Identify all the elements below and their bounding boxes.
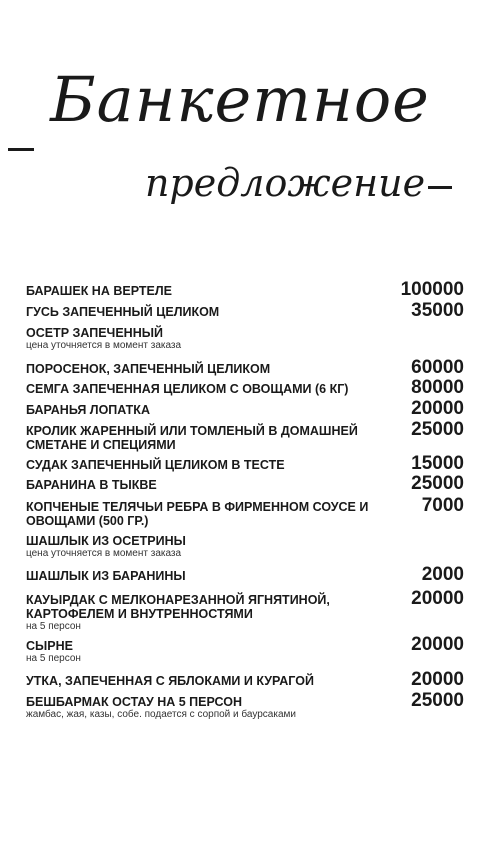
dish-name: ОСЕТР ЗАПЕЧЕННЫЙ	[26, 326, 163, 340]
menu-item	[26, 326, 464, 351]
menu-item	[26, 588, 464, 632]
menu-item	[26, 453, 464, 474]
dish-name: УТКА, ЗАПЕЧЕННАЯ С ЯБЛОКАМИ И КУРАГОЙ	[26, 674, 314, 688]
title-dash-left	[8, 148, 34, 151]
dish-name: СУДАК ЗАПЕЧЕННЫЙ ЦЕЛИКОМ В ТЕСТЕ	[26, 458, 285, 472]
dish-price: 15000	[411, 453, 464, 474]
dish-name: КОПЧЕНЫЕ ТЕЛЯЧЬИ РЕБРА В ФИРМЕННОМ СОУСЕ И ОВОЩАМИ (500 ГР.)	[26, 500, 369, 528]
menu-item	[26, 398, 464, 419]
dish-note: жамбас, жая, казы, собе. подается с сорпой и баурсаками	[26, 709, 296, 720]
dish-price: 7000	[421, 495, 464, 516]
menu-header	[0, 0, 480, 250]
menu-title: Банкетное	[50, 63, 430, 136]
menu-item	[26, 473, 464, 494]
dish-price: 100000	[400, 279, 464, 300]
dish-name: БЕШБАРМАК ОСТАУ НА 5 ПЕРСОН	[26, 695, 242, 709]
title-dash-right	[428, 186, 452, 189]
menu-item	[26, 634, 464, 664]
dish-price: 80000	[411, 377, 464, 398]
dish-price: 60000	[411, 357, 464, 378]
dish-name: СЫРНЕ	[26, 639, 73, 653]
menu-item	[26, 377, 464, 398]
dish-price: 2000	[421, 564, 464, 585]
dish-price: 25000	[411, 473, 464, 494]
menu-item	[26, 495, 464, 528]
dish-name: ШАШЛЫК ИЗ ОСЕТРИНЫ	[26, 534, 186, 548]
menu-item	[26, 300, 464, 321]
dish-price: 25000	[411, 690, 464, 711]
dish-name: БАРАШЕК НА ВЕРТЕЛЕ	[26, 284, 172, 298]
dish-price: 35000	[411, 300, 464, 321]
menu-item	[26, 534, 464, 559]
dish-price: 20000	[411, 588, 464, 609]
dish-note: на 5 персон	[26, 621, 81, 632]
menu-item	[26, 564, 464, 585]
dish-name: ПОРОСЕНОК, ЗАПЕЧЕННЫЙ ЦЕЛИКОМ	[26, 362, 271, 376]
dish-name: СЕМГА ЗАПЕЧЕННАЯ ЦЕЛИКОМ С ОВОЩАМИ (6 КГ)	[26, 382, 349, 396]
dish-price: 20000	[411, 669, 464, 690]
menu-item	[26, 419, 464, 452]
dish-note: цена уточняется в момент заказа	[26, 340, 182, 351]
dish-name: БАРАНЬЯ ЛОПАТКА	[26, 403, 150, 417]
dish-name: КРОЛИК ЖАРЕННЫЙ ИЛИ ТОМЛЕНЫЙ В ДОМАШНЕЙ СМЕТАНЕ И СПЕЦИЯМИ	[26, 424, 358, 452]
dish-name: КАУЫРДАК С МЕЛКОНАРЕЗАННОЙ ЯГНЯТИНОЙ, КАРТОФЕЛЕМ И ВНУТРЕННОСТЯМИ	[26, 593, 330, 621]
dish-name: ГУСЬ ЗАПЕЧЕННЫЙ ЦЕЛИКОМ	[26, 305, 220, 319]
menu-item	[26, 669, 464, 690]
menu-item	[26, 357, 464, 378]
dish-price: 25000	[411, 419, 464, 440]
dish-name: БАРАНИНА В ТЫКВЕ	[26, 478, 157, 492]
menu-item	[26, 690, 464, 720]
dish-note: на 5 персон	[26, 653, 81, 664]
dish-note: цена уточняется в момент заказа	[26, 548, 182, 559]
menu-subtitle: предложение	[144, 161, 426, 205]
dish-name: ШАШЛЫК ИЗ БАРАНИНЫ	[26, 569, 186, 583]
menu-item	[26, 279, 464, 300]
dish-price: 20000	[411, 634, 464, 655]
dish-price: 20000	[411, 398, 464, 419]
